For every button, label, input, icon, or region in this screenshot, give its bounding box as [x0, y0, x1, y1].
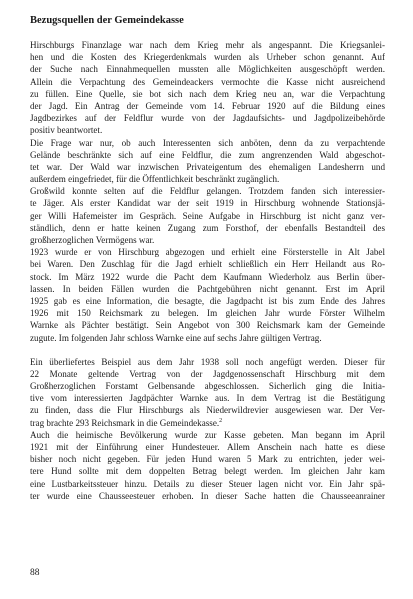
paragraph-gap [30, 344, 385, 356]
text-line: zugute. Im folgenden Jahr schloss Warnke eine auf sechs Jahre gültigen Vertrag. [30, 332, 322, 343]
text-line: tere Hund sollte mit dem doppelten Betrag belegt werden. Im gleichen Jahr kam [30, 466, 385, 477]
section-heading: Bezugsquellen der Gemeindekasse [30, 15, 184, 26]
text-line: zu finden, dass die Flur Hirschburgs als Niederwildrevier ausgewiesen war. Der Ver- [30, 405, 385, 416]
text-line: Hirschburgs Finanzlage war nach dem Krieg mehr als angespannt. Die Kriegsanlei- [30, 40, 385, 50]
text-line: lassen. In beiden Fällen wurden die Pachtgebühren nicht genannt. Erst im April [30, 283, 385, 294]
text-line: Großherzoglichen Forstamt Gelbensande abgeschlossen. Sicherlich ging die Initia- [30, 381, 385, 392]
text-line: Jagdbezirkes auf der Feldflur wurde von der Jagdaufsichts- und Jagdpolizeibehörde [30, 113, 385, 124]
text-line: Allein die Verpachtung des Gemeindeackers vermochte die Kasse nicht ausreichend [30, 76, 385, 87]
text-line: ter wurde eine Chausseesteuer erhoben. In dieser Sache hatten die Chausseeanrainer [30, 490, 385, 501]
text-line: der Jagd. Ein Antrag der Gemeinde vom 14. Februar 1920 auf die Bildung eines [30, 100, 385, 111]
page-number: 88 [30, 568, 40, 578]
document-page [30, 14, 385, 502]
text-line: 1926 mit 150 Reichsmark zu belegen. Im gleichen Jahr wurde Förster Wilhelm [30, 308, 385, 319]
text-line: positiv beantwortet. [30, 125, 103, 136]
text-line: 1921 mit der Einführung einer Hundesteuer. Allem Anschein nach hatte es diese [30, 442, 385, 452]
text-line: Die Frage war nur, ob auch Interessenten sich anböten, denn da zu verpachtende [30, 137, 385, 148]
text-line: hen und die Kosten des Kriegerdenkmals wurden als Urheber schon genannt. Auf [30, 52, 385, 63]
text-line: zu füllen. Eine Quelle, sie bot sich nach dem Krieg neu an, war die Verpachtung [30, 88, 385, 99]
text-line: großherzoglichen Vermögens war. [30, 235, 155, 245]
text-line: ger Willi Hafemeister im Gespräch. Seine Aufgabe in Hirschburg ist nicht ganz ver- [30, 210, 385, 221]
text-line: 22 Monate geltende Vertrag von der Jagdgenossenschaft Hirschburg mit dem [30, 368, 385, 379]
text-line: Ein überliefertes Beispiel aus dem Jahr 1938 soll noch angefügt werden. Dieser für [30, 356, 385, 367]
text-line: tive vom interessierten Jagdpächter Warnke aus. In dem Vertrag ist die Bestätigung [30, 393, 385, 404]
text-line: stock. Im März 1922 wurde die Pacht dem Kaufmann Wiederholz aus Berlin über- [30, 271, 385, 282]
text-line: trag brachte 293 Reichsmark in die Gemeindekasse.$^2$ [30, 417, 223, 428]
text-line: te Jäger. Als erster Kandidat war der seit 1919 in Hirschburg wohnende Stationsjä- [30, 198, 385, 209]
paragraph-1 [30, 39, 385, 344]
text-line: eine Lustbarkeitssteuer hinzu. Details zu dieser Steuer lagen nicht vor. Ein Jahr spä- [30, 478, 385, 489]
footnote-marker: 2 [219, 417, 223, 424]
text-line: ständlich, denn er hatte keinen Zugang zum Forsthof, der ebenfalls Bestandteil des [30, 222, 385, 233]
text-line: Auch die heimische Bevölkerung wurde zur Kasse gebeten. Man begann im April [30, 429, 385, 440]
text-line: außerdem eingefriedet, für die Öffentlichkeit beschränkt zugänglich. [30, 174, 280, 185]
paragraph-2 [30, 356, 385, 502]
text-line: tet war. Der Wald war inzwischen Privateigentum des ehemaligen Landesherrn und [30, 161, 385, 172]
text-line: bisher noch nicht gegeben. Für jeden Hund waren 5 Mark zu entrichten, jeder wei- [30, 454, 385, 465]
text-line: bei Waren. Den Zuschlag für die Jagd erhielt schließlich ein Herr Heilandt aus Ro- [30, 259, 385, 270]
text-line: 1923 wurde er von Hirschburg abgezogen und erhielt eine Försterstelle in Alt Jabel [30, 247, 385, 258]
text-line: Warnke als Pächter bestätigt. Sein Angebot von 300 Reichsmark kam der Gemeinde [30, 320, 385, 331]
text-line: Großwild konnte selten auf die Feldflur gelangen. Trotzdem fanden sich interessier- [30, 186, 385, 197]
text-line: 1925 gab es eine Information, die besagte, die Jagdpacht ist bis zum Ende des Jahres [30, 295, 385, 306]
text-line: Gelände beschränkte sich auf eine Feldflur, die zum angrenzenden Wald abgeschot- [30, 149, 385, 160]
text-line: der Suche nach Einnahmequellen mussten alle Möglichkeiten ausgeschöpft werden. [30, 64, 385, 75]
